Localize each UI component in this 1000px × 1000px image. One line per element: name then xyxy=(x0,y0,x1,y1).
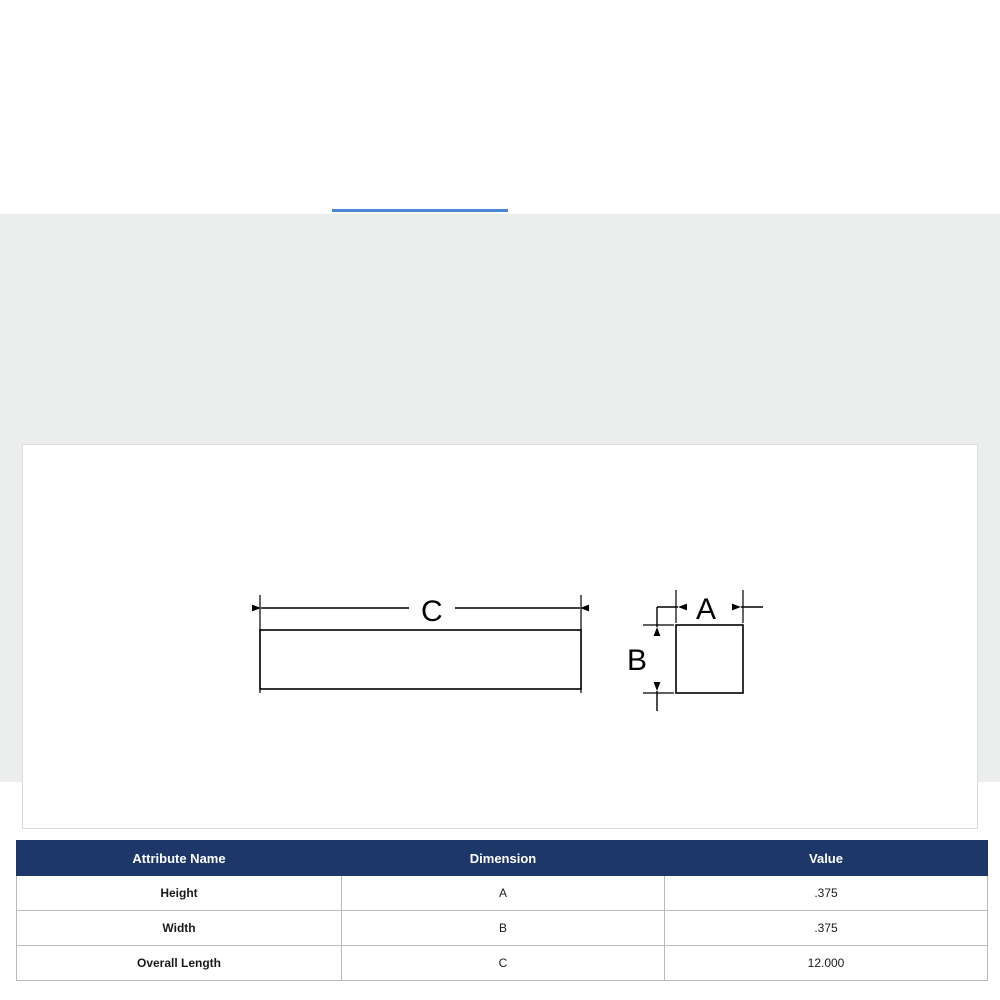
column-header-dimension: Dimension xyxy=(342,841,665,876)
cell-value: 12.000 xyxy=(665,946,988,981)
table-row xyxy=(17,946,988,981)
cell-value: .375 xyxy=(665,911,988,946)
active-tab-indicator[interactable] xyxy=(332,209,508,212)
column-header-value: Value xyxy=(665,841,988,876)
cell-attribute-name: Width xyxy=(17,911,342,946)
cell-attribute-name: Overall Length xyxy=(17,946,342,981)
cell-dimension: B xyxy=(342,911,665,946)
specifications-table xyxy=(16,840,988,981)
column-header-attribute-name: Attribute Name xyxy=(17,841,342,876)
cell-value: .375 xyxy=(665,876,988,911)
table-header-row xyxy=(17,841,988,876)
cell-dimension: A xyxy=(342,876,665,911)
specifications-panel xyxy=(0,214,1000,970)
dimension-drawing-card xyxy=(22,444,978,829)
cell-attribute-name: Height xyxy=(17,876,342,911)
cell-dimension: C xyxy=(342,946,665,981)
height-dimension-label: A xyxy=(696,593,717,626)
length-dimension-label: C xyxy=(421,595,443,628)
table-row xyxy=(17,911,988,946)
table-row xyxy=(17,876,988,911)
dimension-drawing xyxy=(23,445,979,830)
width-dimension-label: B xyxy=(627,644,648,677)
